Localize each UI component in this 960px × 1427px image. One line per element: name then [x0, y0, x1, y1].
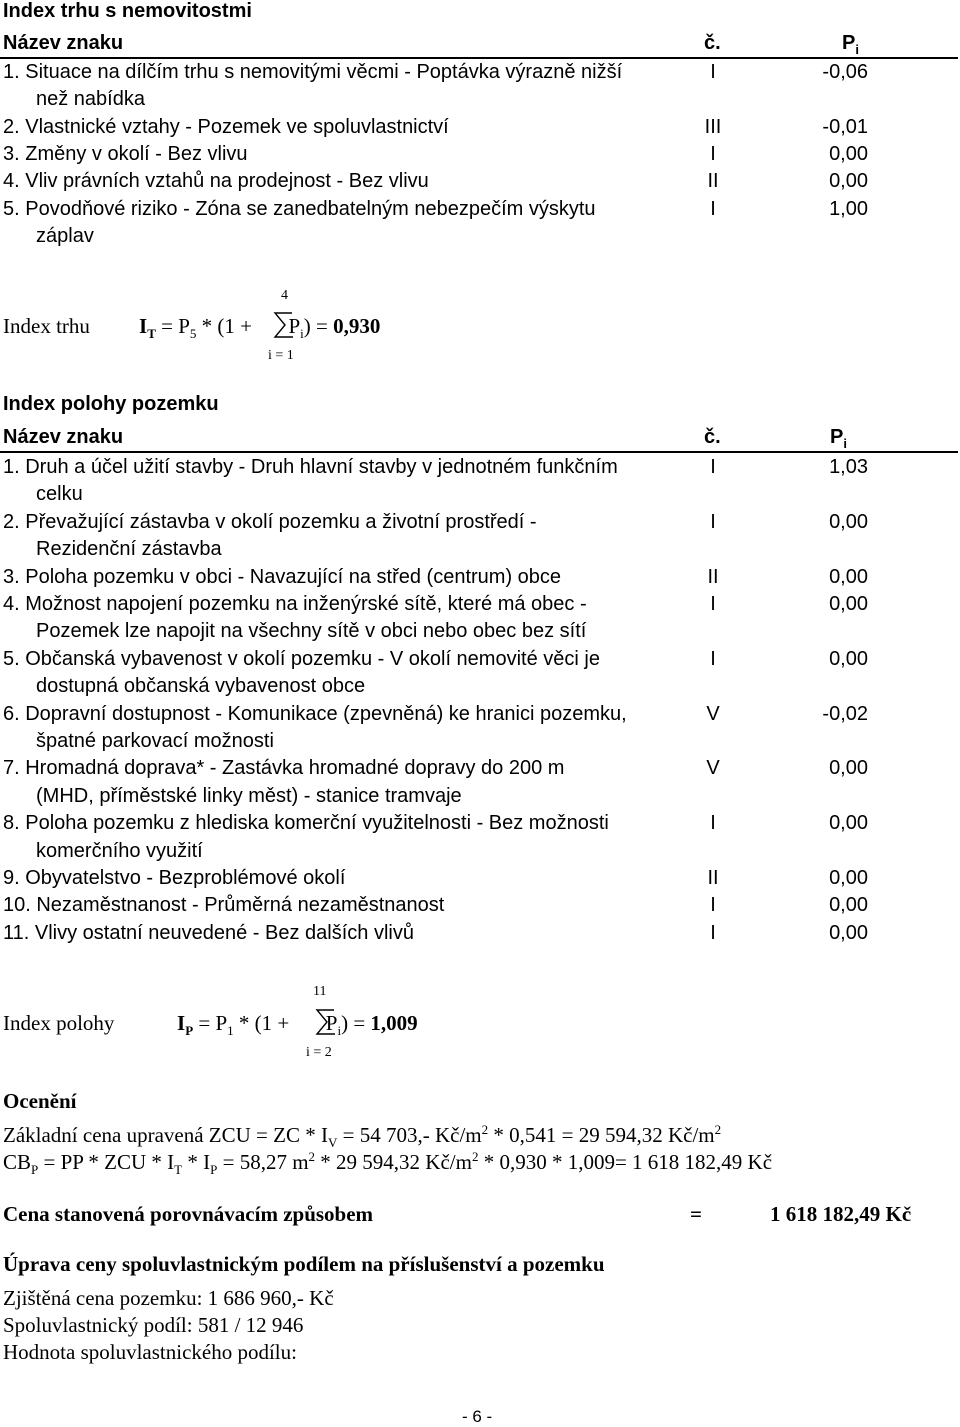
row-number: I: [710, 593, 716, 615]
valuation-line-2: $CB_P$ = PP * ZCU * $I_T * I_P = 58,27$ $m^2 * 29$ 594,32 $Kč/m^2 * 0,930 * 1,009= 1$ 618 182,49 Kč: [3, 1149, 773, 1178]
row-number: I: [710, 812, 716, 835]
row-label: 11. Vlivy ostatní neuvedené - Bez dalších vlivů: [3, 921, 414, 944]
row-number: I: [710, 510, 716, 533]
formula-expression-2: $I_P = P_1 * (1 + P_i) = 1,009$: [177, 1011, 418, 1039]
sum-upper-limit: 4: [281, 288, 288, 303]
row-number: V: [706, 702, 720, 725]
row-label: 6. Dopravní dostupnost - Komunikace (zpevněná) ke hranici pozemku,: [3, 702, 627, 725]
page-number: - 6 -: [462, 1407, 493, 1426]
price-value: 1 618 182,49 Kč: [770, 1202, 912, 1226]
row-number: I: [710, 456, 716, 478]
header-rule: [0, 57, 958, 59]
sum-lower-limit-2: i = 2: [306, 1045, 332, 1060]
row-label: 7. Hromadná doprava* - Zastávka hromadné dopravy do 200 m: [3, 757, 565, 780]
valuation-title: Ocenění: [3, 1089, 77, 1113]
row-label-continuation: (MHD, příměstské linky měst) - stanice tramvaje: [36, 784, 462, 807]
row-label-continuation: záplav: [36, 224, 94, 247]
row-label: 4. Možnost napojení pozemku na inženýrské sítě, které má obec -: [3, 593, 587, 615]
row-number: I: [710, 647, 716, 670]
formula-label-2: Index polohy: [3, 1011, 115, 1035]
row-label: 5. Povodňové riziko - Zóna se zanedbatelným nebezpečím výskytu: [3, 197, 596, 220]
sum-sigma-icon: [272, 310, 296, 340]
row-value: -0,02: [822, 702, 868, 725]
row-label-continuation: Pozemek lze napojit na všechny sítě v obci nebo obec bez sítí: [36, 620, 587, 643]
row-number: I: [710, 197, 716, 220]
row-value: 0,00: [829, 510, 868, 533]
row-label: 9. Obyvatelstvo - Bezproblémové okolí: [3, 867, 346, 889]
sum-lower-limit: i = 1: [268, 348, 294, 363]
row-label: 10. Nezaměstnanost - Průměrná nezaměstnanost: [3, 894, 445, 917]
column-header-number: č.: [704, 32, 721, 54]
formula-expression: $I_T = P_5 * (1 + P_i) = 0,930$: [139, 314, 381, 342]
column-header-number-2: č.: [704, 426, 721, 448]
row-number: I: [710, 921, 716, 944]
formula-label: Index trhu: [3, 314, 90, 338]
row-value: 0,00: [829, 593, 868, 615]
price-label: Cena stanovená porovnávacím způsobem: [3, 1202, 374, 1226]
row-number: II: [707, 565, 719, 588]
price-equals: =: [690, 1202, 702, 1226]
row-label-continuation: celku: [36, 483, 83, 506]
row-label-continuation: Rezidenční zástavba: [36, 538, 222, 561]
row-label: 1. Druh a účel užití stavby - Druh hlavní stavby v jednotném funkčním: [3, 456, 618, 478]
sum-upper-limit-2: 11: [313, 984, 327, 999]
column-header-p: $P_i$: [842, 32, 859, 57]
row-label-continuation: než nabídka: [36, 88, 145, 111]
row-value: 0,00: [829, 867, 868, 889]
row-number: I: [710, 142, 716, 165]
row-label-continuation: komerčního využití: [36, 839, 203, 862]
section-title-market-index: Index trhu s nemovitostmi: [3, 0, 252, 22]
valuation-line-1: Základní cena upravená ZCU = ZC * $I_V = 54$ 703,- $Kč/m^2 * 0,541 = 29$ 594,32 $Kč/m^2$: [3, 1122, 722, 1151]
adjustment-title: Úprava ceny spoluvlastnickým podílem na příslušenství a pozemku: [3, 1252, 605, 1276]
row-label: 2. Vlastnické vztahy - Pozemek ve spoluvlastnictví: [3, 115, 449, 138]
row-value: -0,01: [822, 115, 868, 138]
row-value: 0,00: [829, 894, 868, 917]
adjustment-line-1: Zjištěná cena pozemku: 1 686 960,- Kč: [3, 1286, 334, 1310]
row-number: II: [707, 867, 719, 889]
row-value: 0,00: [829, 921, 868, 944]
row-value: 1,03: [829, 456, 868, 478]
row-label-continuation: dostupná občanská vybavenost obce: [36, 675, 366, 698]
row-number: I: [710, 61, 716, 83]
sum-sigma-icon-2: [314, 1007, 338, 1037]
row-number: III: [704, 115, 722, 138]
row-label: 1. Situace na dílčím trhu s nemovitými věcmi - Poptávka výrazně nižší: [3, 61, 623, 83]
row-number: II: [707, 170, 719, 193]
header-rule-2: [0, 451, 958, 453]
row-label: 5. Občanská vybavenost v okolí pozemku - V okolí nemovité věci je: [3, 647, 600, 670]
row-value: 0,00: [829, 565, 868, 588]
row-number: V: [706, 757, 720, 780]
row-label: 8. Poloha pozemku z hlediska komerční využitelnosti - Bez možnosti: [3, 812, 609, 835]
row-number: I: [710, 894, 716, 917]
adjustment-line-2: Spoluvlastnický podíl: 581 / 12 946: [3, 1313, 304, 1337]
column-header-name-2: Název znaku: [3, 426, 124, 448]
column-header-p-2: $P_i$: [830, 426, 847, 451]
row-value: -0,06: [822, 61, 868, 83]
row-value: 0,00: [829, 757, 868, 780]
row-label: 2. Převažující zástavba v okolí pozemku a životní prostředí -: [3, 510, 537, 533]
row-value: 0,00: [829, 647, 868, 670]
row-label: 3. Poloha pozemku v obci - Navazující na střed (centrum) obce: [3, 565, 562, 588]
row-label-continuation: špatné parkovací možnosti: [36, 729, 274, 752]
row-label: 4. Vliv právních vztahů na prodejnost - Bez vlivu: [3, 170, 429, 193]
adjustment-line-3: Hodnota spoluvlastnického podílu:: [3, 1340, 297, 1364]
row-value: 1,00: [829, 197, 868, 220]
column-header-name: Název znaku: [3, 32, 124, 54]
row-value: 0,00: [829, 812, 868, 835]
row-value: 0,00: [829, 170, 868, 193]
row-value: 0,00: [829, 142, 868, 165]
row-label: 3. Změny v okolí - Bez vlivu: [3, 142, 248, 165]
section-title-location-index: Index polohy pozemku: [3, 393, 219, 415]
